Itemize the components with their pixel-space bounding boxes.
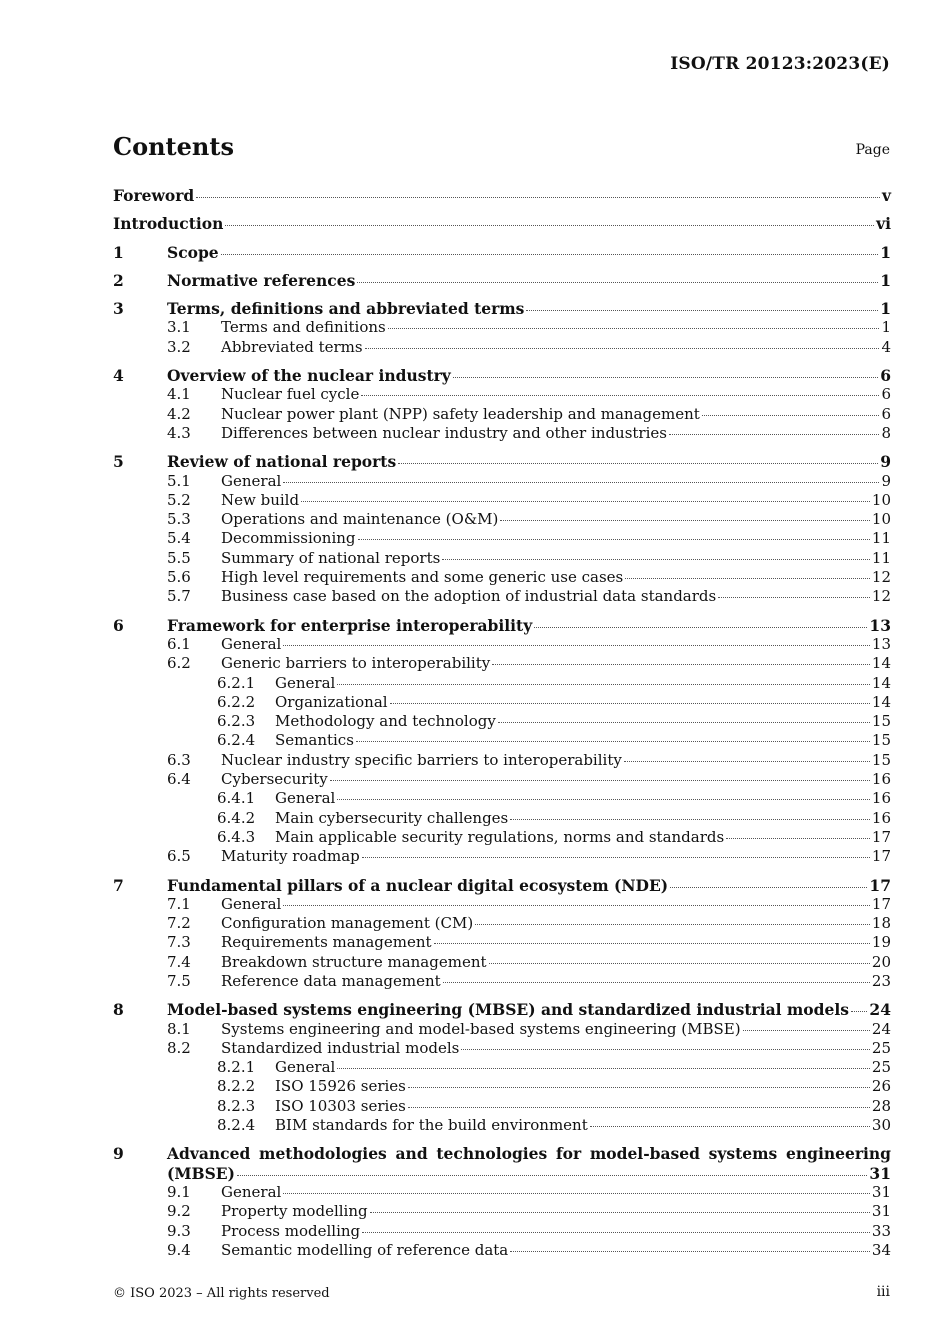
- toc-entry[interactable]: [113, 789, 891, 808]
- toc-entry[interactable]: [113, 876, 891, 895]
- toc-entry[interactable]: [113, 1097, 891, 1116]
- toc-entry-9[interactable]: [113, 1144, 891, 1183]
- toc-entry[interactable]: [113, 491, 891, 510]
- toc-tail-entries: [113, 1183, 891, 1260]
- toc-entry-number: 9.3: [167, 1221, 191, 1240]
- toc-entry[interactable]: [113, 472, 891, 491]
- toc-entry[interactable]: [113, 366, 891, 385]
- toc-entry-title: High level requirements and some generic use cases: [221, 568, 624, 587]
- toc-entry-page: 15: [871, 712, 891, 731]
- toc-entry[interactable]: [113, 318, 891, 337]
- toc-entry[interactable]: [113, 972, 891, 991]
- dot-leader: [358, 539, 870, 540]
- toc-entry[interactable]: [113, 1241, 891, 1260]
- dot-leader: [337, 684, 870, 685]
- toc-entry[interactable]: [113, 186, 891, 205]
- toc-entry[interactable]: [113, 1183, 891, 1202]
- toc-entry[interactable]: [113, 214, 891, 233]
- dot-leader: [526, 310, 878, 311]
- page-column-label: Page: [855, 142, 890, 158]
- dot-leader: [337, 799, 870, 800]
- toc-entry-number: 5.1: [167, 471, 191, 490]
- toc-entry-page: 34: [871, 1240, 891, 1259]
- toc-entry[interactable]: [113, 1222, 891, 1241]
- dot-leader: [510, 1251, 870, 1252]
- copyright-notice: © ISO 2023 – All rights reserved: [113, 1286, 330, 1301]
- toc-entry-title: Generic barriers to interoperability: [221, 654, 491, 673]
- toc-entry-number: 8.2: [167, 1038, 191, 1057]
- toc-entry-title: ISO 10303 series: [275, 1096, 406, 1115]
- toc-entry-page: 14: [871, 692, 891, 711]
- toc-entry-title: Normative references: [167, 270, 356, 290]
- toc-entry-title: Main applicable security regulations, norms and standards: [275, 827, 725, 846]
- toc-entry-number: 9: [113, 1144, 124, 1164]
- toc-entry[interactable]: [113, 693, 891, 712]
- toc-entry-title: General: [275, 673, 336, 692]
- toc-entry-page: 14: [871, 654, 891, 673]
- toc-entry-page: 16: [871, 789, 891, 808]
- dot-leader: [669, 434, 879, 435]
- dot-leader: [498, 722, 870, 723]
- toc-entry-page: 10: [871, 510, 891, 529]
- dot-leader: [534, 627, 867, 628]
- toc-entry-page: 12: [871, 568, 891, 587]
- toc-entry[interactable]: [113, 770, 891, 789]
- toc-main-entries: [113, 186, 891, 1135]
- contents-title: Contents: [113, 132, 234, 161]
- toc-entry-number: 9.1: [167, 1182, 191, 1201]
- toc-entry-number: 4.2: [167, 404, 191, 423]
- dot-leader: [283, 905, 870, 906]
- toc-entry-page: 31: [871, 1202, 891, 1221]
- toc-entry-page: 12: [871, 587, 891, 606]
- toc-entry-number: 6.4.1: [217, 789, 256, 808]
- toc-entry-page: 1: [881, 318, 891, 337]
- toc-entry[interactable]: [113, 895, 891, 914]
- toc-entry-title: Decommissioning: [221, 529, 356, 548]
- dot-leader: [362, 857, 870, 858]
- dot-leader: [357, 282, 878, 283]
- toc-entry[interactable]: [113, 1039, 891, 1058]
- toc-entry-page: v: [881, 186, 891, 205]
- toc-entry[interactable]: [113, 385, 891, 404]
- dot-leader: [388, 328, 880, 329]
- toc-entry-title: Configuration management (CM): [221, 914, 474, 933]
- dot-leader: [221, 254, 879, 255]
- toc-entry[interactable]: [113, 914, 891, 933]
- toc-entry-title: Nuclear industry specific barriers to interoperability: [221, 750, 622, 769]
- toc-entry-title: Framework for enterprise interoperability: [167, 615, 533, 635]
- toc-entry[interactable]: [113, 1020, 891, 1039]
- toc-entry-number: 5.4: [167, 529, 191, 548]
- toc-entry[interactable]: [113, 809, 891, 828]
- toc-entry-title: Breakdown structure management: [221, 952, 487, 971]
- document-identifier: ISO/TR 20123:2023(E): [670, 54, 890, 74]
- toc-entry-title: Semantic modelling of reference data: [221, 1240, 509, 1259]
- toc-entry-page: 24: [869, 1000, 891, 1020]
- toc-entry[interactable]: [113, 405, 891, 424]
- toc-entry-number: 3.1: [167, 318, 191, 337]
- toc-entry-title: Operations and maintenance (O&M): [221, 510, 499, 529]
- toc-entry-title: Summary of national reports: [221, 548, 441, 567]
- dot-leader: [726, 838, 870, 839]
- dot-leader: [365, 348, 880, 349]
- toc-entry-page: 16: [871, 808, 891, 827]
- dot-leader: [362, 1232, 870, 1233]
- toc-entry-title: General: [221, 1182, 282, 1201]
- toc-entry-number: 8: [113, 1000, 124, 1020]
- dot-leader: [489, 963, 870, 964]
- toc-entry-page: 6: [881, 404, 891, 423]
- toc-entry-page: 30: [871, 1116, 891, 1135]
- toc-entry[interactable]: [113, 616, 891, 635]
- toc-entry-number: 6.5: [167, 847, 191, 866]
- dot-leader: [624, 761, 870, 762]
- toc-entry-title-line2: (MBSE): [167, 1163, 235, 1183]
- toc-entry-title: Nuclear fuel cycle: [221, 385, 360, 404]
- dot-leader: [475, 924, 870, 925]
- toc-entry-number: 6.2.1: [217, 673, 256, 692]
- dot-leader: [225, 225, 874, 226]
- dot-leader: [453, 377, 878, 378]
- toc-entry-title: Business case based on the adoption of industrial data standards: [221, 587, 717, 606]
- toc-entry-page: 17: [869, 875, 891, 895]
- toc-entry-page: 15: [871, 750, 891, 769]
- toc-entry-page: 6: [880, 366, 891, 386]
- dot-leader: [408, 1107, 870, 1108]
- toc-entry-number: 5.6: [167, 568, 191, 587]
- dot-leader: [670, 887, 867, 888]
- toc-entry-number: 8.2.2: [217, 1077, 256, 1096]
- dot-leader: [356, 741, 870, 742]
- toc-entry-number: 6.2.4: [217, 731, 256, 750]
- toc-entry[interactable]: [113, 933, 891, 952]
- toc-entry-number: 6.2.3: [217, 712, 256, 731]
- toc-entry[interactable]: [113, 271, 891, 290]
- dot-leader: [743, 1030, 870, 1031]
- toc-entry-title: Cybersecurity: [221, 770, 328, 789]
- toc-entry-page: 1: [880, 242, 891, 262]
- toc-entry-number: 9.4: [167, 1240, 191, 1259]
- toc-entry-title: Methodology and technology: [275, 712, 496, 731]
- toc-entry-title: Overview of the nuclear industry: [167, 366, 451, 386]
- toc-entry-number: 6.2: [167, 654, 191, 673]
- toc-entry-number: 4.1: [167, 385, 191, 404]
- toc-entry-title: Systems engineering and model-based systems engineering (MBSE): [221, 1019, 741, 1038]
- toc-entry-title: Abbreviated terms: [221, 337, 363, 356]
- toc-entry[interactable]: [113, 1077, 891, 1096]
- dot-leader: [283, 482, 879, 483]
- toc-entry-page: 25: [871, 1038, 891, 1057]
- toc-entry-title: Property modelling: [221, 1202, 368, 1221]
- toc-entry-title: ISO 15926 series: [275, 1077, 406, 1096]
- dot-leader: [337, 1068, 870, 1069]
- toc-entry-number: 8.2.1: [217, 1058, 256, 1077]
- toc-entry-title: General: [275, 1058, 336, 1077]
- toc-entry-number: 8.2.4: [217, 1116, 256, 1135]
- toc-entry-page: 9: [880, 452, 891, 472]
- toc-entry[interactable]: [113, 712, 891, 731]
- toc-entry-page: 28: [871, 1096, 891, 1115]
- toc-entry-title: Main cybersecurity challenges: [275, 808, 509, 827]
- toc-entry-page: 25: [871, 1058, 891, 1077]
- toc-entry[interactable]: [113, 587, 891, 606]
- dot-leader: [500, 520, 870, 521]
- dot-leader: [510, 819, 870, 820]
- toc-entry-title: Semantics: [275, 731, 354, 750]
- toc-entry-number: 5.7: [167, 587, 191, 606]
- toc-entry[interactable]: [113, 1202, 891, 1221]
- toc-entry-number: 1: [113, 242, 124, 262]
- toc-entry-page: 9: [881, 471, 891, 490]
- toc-entry[interactable]: [113, 847, 891, 866]
- dot-leader: [408, 1087, 870, 1088]
- toc-entry[interactable]: [113, 1116, 891, 1135]
- toc-entry-title-line1: Advanced methodologies and technologies for model-based systems engineering: [167, 1144, 891, 1164]
- toc-entry-title: Terms and definitions: [221, 318, 386, 337]
- toc-entry-number: 3.2: [167, 337, 191, 356]
- toc-entry-page: 16: [871, 770, 891, 789]
- toc-entry-page: 11: [871, 529, 891, 548]
- toc-entry[interactable]: [113, 674, 891, 693]
- dot-leader: [434, 943, 870, 944]
- toc-entry-number: 7.1: [167, 894, 191, 913]
- toc-entry-page: 13: [869, 615, 891, 635]
- toc-entry-number: 4: [113, 366, 124, 386]
- dot-leader: [461, 1049, 870, 1050]
- toc-entry-title: Reference data management: [221, 971, 441, 990]
- toc-entry-title: Process modelling: [221, 1221, 361, 1240]
- dot-leader: [237, 1175, 867, 1176]
- dot-leader: [590, 1126, 870, 1127]
- toc-entry-title: Nuclear power plant (NPP) safety leadership and management: [221, 404, 700, 423]
- toc-entry[interactable]: [113, 424, 891, 443]
- toc-entry-page: vi: [876, 214, 891, 234]
- toc-entry-title: Fundamental pillars of a nuclear digital ecosystem (NDE): [167, 875, 669, 895]
- toc-entry[interactable]: [113, 338, 891, 357]
- toc-entry-page: 1: [880, 270, 891, 290]
- toc-entry-number: 7.3: [167, 933, 191, 952]
- toc-entry-title: BIM standards for the build environment: [275, 1116, 588, 1135]
- dot-leader: [851, 1011, 867, 1012]
- toc-entry-title: Review of national reports: [167, 452, 397, 472]
- toc-entry-title: Terms, definitions and abbreviated terms: [167, 299, 525, 319]
- toc-entry-title: Foreword: [113, 186, 195, 205]
- toc-entry[interactable]: [113, 635, 891, 654]
- toc-entry-number: 9.2: [167, 1202, 191, 1221]
- toc-entry[interactable]: [113, 953, 891, 972]
- toc-entry-title: General: [275, 789, 336, 808]
- toc-entry-page: 17: [871, 894, 891, 913]
- toc-entry-title: New build: [221, 490, 300, 509]
- toc-entry[interactable]: [113, 529, 891, 548]
- toc-entry-page: 4: [881, 337, 891, 356]
- dot-leader: [330, 780, 870, 781]
- toc-entry[interactable]: [113, 1000, 891, 1019]
- toc-entry-page: 31: [869, 1163, 891, 1183]
- dot-leader: [625, 578, 870, 579]
- toc-entry-title: General: [221, 634, 282, 653]
- toc-entry-title: Introduction: [113, 214, 224, 234]
- toc-entry-number: 6.4: [167, 770, 191, 789]
- toc-entry[interactable]: [113, 1058, 891, 1077]
- toc-entry-page: 24: [871, 1019, 891, 1038]
- toc-entry[interactable]: [113, 549, 891, 568]
- toc-entry[interactable]: [113, 751, 891, 770]
- dot-leader: [443, 982, 870, 983]
- toc-entry-title: Standardized industrial models: [221, 1038, 460, 1057]
- toc-entry[interactable]: [113, 243, 891, 262]
- dot-leader: [283, 645, 870, 646]
- toc-entry-page: 20: [871, 952, 891, 971]
- dot-leader: [442, 559, 870, 560]
- toc-entry-page: 11: [871, 548, 891, 567]
- toc-entry[interactable]: [113, 731, 891, 750]
- toc-entry[interactable]: [113, 568, 891, 587]
- toc-entry-number: 5: [113, 452, 124, 472]
- toc-entry-page: 10: [871, 490, 891, 509]
- toc-entry-title: Requirements management: [221, 933, 432, 952]
- dot-leader: [196, 197, 880, 198]
- toc-entry-title: General: [221, 471, 282, 490]
- toc-entry-number: 8.2.3: [217, 1096, 256, 1115]
- toc-entry-page: 6: [881, 385, 891, 404]
- toc-entry-number: 6.3: [167, 750, 191, 769]
- toc-entry-page: 14: [871, 673, 891, 692]
- dot-leader: [718, 597, 870, 598]
- toc-entry-number: 7.5: [167, 971, 191, 990]
- toc-entry-number: 7: [113, 875, 124, 895]
- toc-entry-page: 17: [871, 847, 891, 866]
- dot-leader: [492, 664, 870, 665]
- table-of-contents: [113, 186, 891, 1260]
- toc-entry-page: 8: [881, 423, 891, 442]
- toc-entry-number: 6.1: [167, 634, 191, 653]
- toc-entry-page: 15: [871, 731, 891, 750]
- toc-entry-title: Organizational: [275, 692, 388, 711]
- toc-entry-number: 5.3: [167, 510, 191, 529]
- toc-entry-number: 6.2.2: [217, 692, 256, 711]
- toc-entry[interactable]: [113, 299, 891, 318]
- toc-entry-number: 2: [113, 270, 124, 290]
- toc-entry-number: 7.4: [167, 952, 191, 971]
- dot-leader: [702, 415, 880, 416]
- toc-entry-title: Differences between nuclear industry and other industries: [221, 423, 667, 442]
- toc-entry-number: 7.2: [167, 914, 191, 933]
- toc-entry[interactable]: [113, 828, 891, 847]
- dot-leader: [283, 1193, 870, 1194]
- page-number: iii: [876, 1284, 890, 1300]
- toc-entry[interactable]: [113, 654, 891, 673]
- toc-entry-number: 6.4.2: [217, 808, 256, 827]
- toc-entry-page: 17: [871, 827, 891, 846]
- toc-entry-number: 3: [113, 299, 124, 319]
- toc-entry-page: 31: [871, 1182, 891, 1201]
- dot-leader: [398, 463, 878, 464]
- toc-entry-page: 33: [871, 1221, 891, 1240]
- toc-entry-page: 19: [871, 933, 891, 952]
- toc-entry-title: Scope: [167, 242, 219, 262]
- toc-entry-page: 13: [871, 634, 891, 653]
- toc-entry-number: 5.5: [167, 548, 191, 567]
- toc-entry-number: 4.3: [167, 423, 191, 442]
- toc-entry-page: 18: [871, 914, 891, 933]
- dot-leader: [301, 501, 870, 502]
- dot-leader: [390, 703, 870, 704]
- toc-entry-number: 6.4.3: [217, 827, 256, 846]
- toc-entry-number: 6: [113, 615, 124, 635]
- toc-entry-title: General: [221, 894, 282, 913]
- toc-entry-number: 8.1: [167, 1019, 191, 1038]
- toc-entry[interactable]: [113, 452, 891, 471]
- toc-entry[interactable]: [113, 510, 891, 529]
- toc-entry-number: 5.2: [167, 490, 191, 509]
- toc-entry-page: 1: [880, 299, 891, 319]
- toc-entry-page: 23: [871, 971, 891, 990]
- dot-leader: [370, 1212, 870, 1213]
- toc-entry-title: Model-based systems engineering (MBSE) and standardized industrial models: [167, 1000, 849, 1020]
- dot-leader: [361, 395, 879, 396]
- toc-entry-title: Maturity roadmap: [221, 847, 360, 866]
- toc-entry-page: 26: [871, 1077, 891, 1096]
